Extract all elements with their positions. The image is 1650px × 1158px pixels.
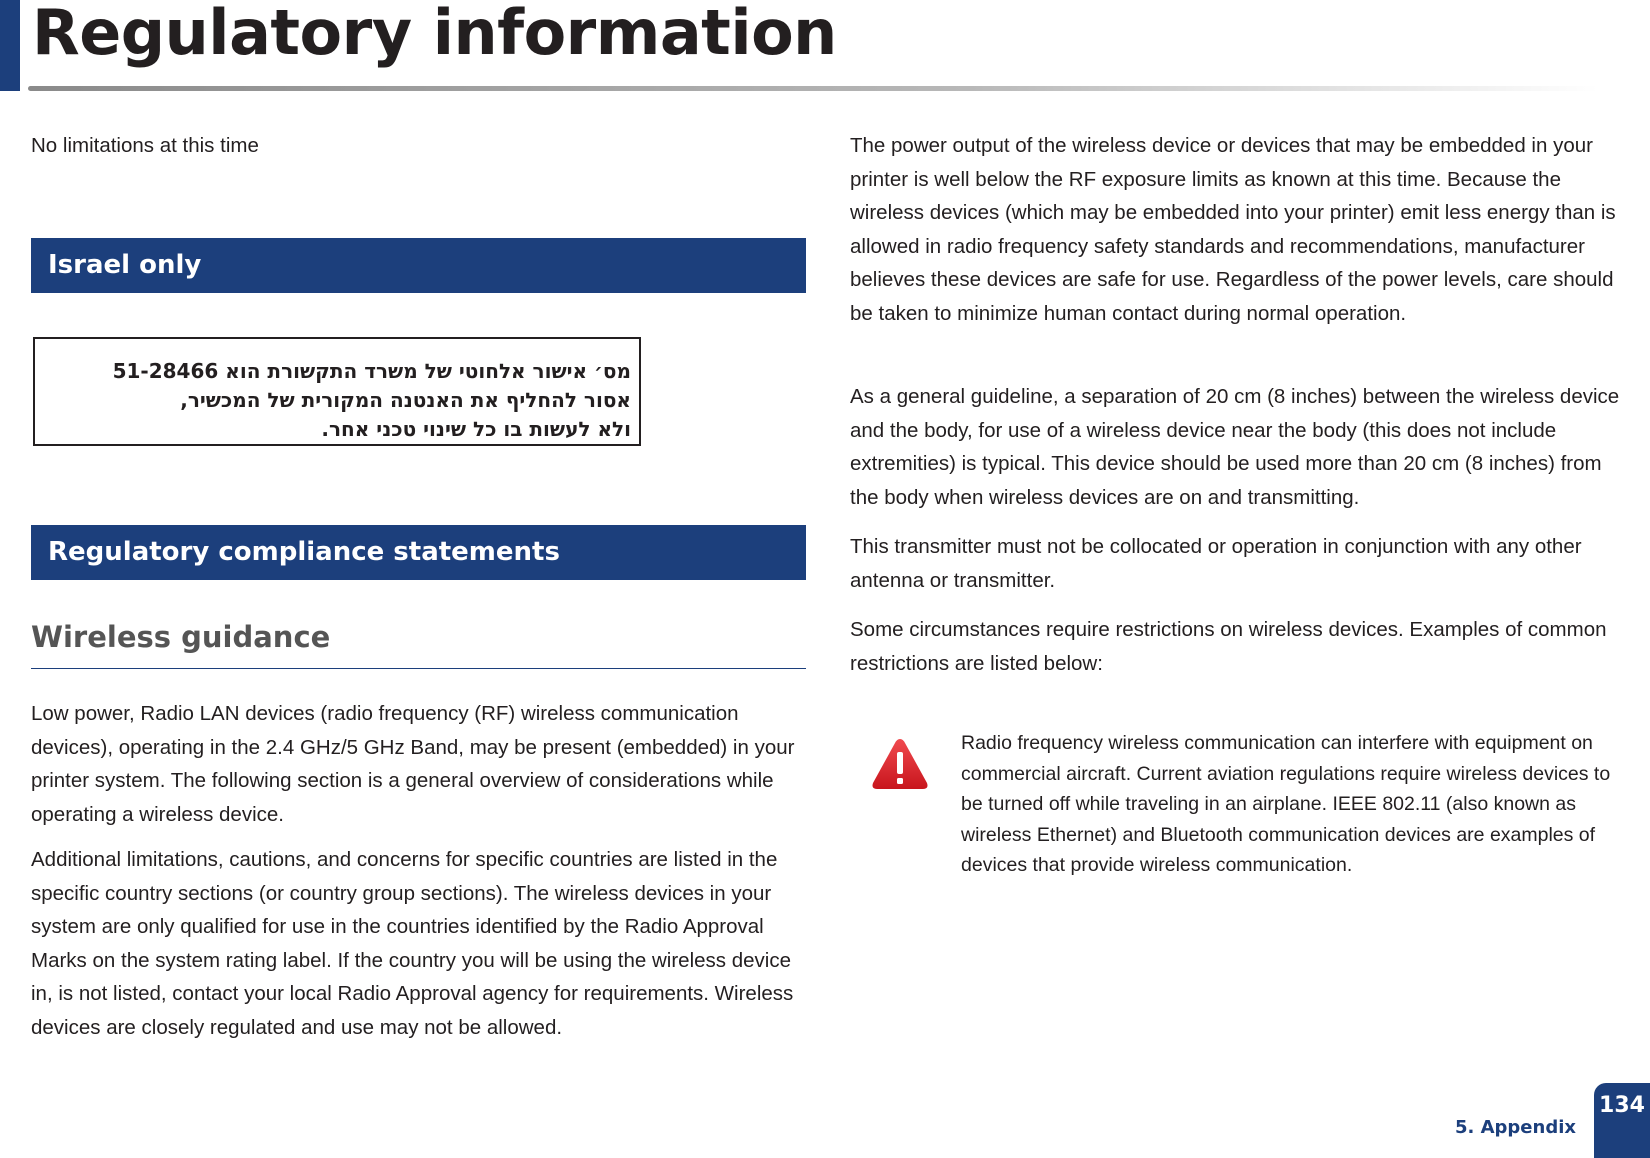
intro-text: No limitations at this time bbox=[31, 134, 259, 157]
rf-exposure-paragraph: The power output of the wireless device or devices that may be embedded in your printer is well below the RF exposure limits as known at this time. Because the wireless devices (which may be embedded into your printer) emit less energy than is allowed in radio frequency safety standards and recommendations, manufacturer believes these devices are safe for use. Regardless of the power levels, care should be taken to minimize human contact during normal operation. bbox=[850, 134, 1616, 325]
collocation-paragraph: This transmitter must not be collocated or operation in conjunction with any other antenna or transmitter. bbox=[850, 535, 1582, 592]
title-accent-bar bbox=[0, 0, 20, 91]
israel-approval-box bbox=[33, 337, 641, 446]
title-divider bbox=[28, 86, 1598, 91]
page-number: 134 bbox=[1594, 1083, 1650, 1158]
subheading-rule bbox=[31, 668, 806, 669]
hebrew-line: אסור להחליף את האנטנה המקורית של המכשיר, bbox=[180, 388, 631, 412]
wireless-guidance-heading: Wireless guidance bbox=[31, 620, 331, 654]
hebrew-line: ולא לעשות בו כל שינוי טכני אחר. bbox=[321, 417, 631, 441]
warning-triangle-icon bbox=[870, 736, 930, 792]
footer-section-label: 5. Appendix bbox=[1454, 1117, 1576, 1138]
hebrew-line: מס׳ אישור אלחוטי של משרד התקשורת הוא 51-28466 bbox=[112, 359, 631, 383]
wireless-paragraph-1: Low power, Radio LAN devices (radio frequency (RF) wireless communication devices), operating in the 2.4 GHz/5 GHz Band, may be present (embedded) in your printer system. The following section is a general overview of considerations while operating a wireless device. bbox=[31, 702, 795, 826]
separation-paragraph: As a general guideline, a separation of 20 cm (8 inches) between the wireless device and the body, for use of a wireless device near the body (this does not include extremities) is typical. This device should be used more than 20 cm (8 inches) from the body when wireless devices are on and transmitting. bbox=[850, 385, 1620, 509]
page-title: Regulatory information bbox=[32, 0, 837, 69]
restrictions-paragraph: Some circumstances require restrictions on wireless devices. Examples of common restrictions are listed below: bbox=[850, 618, 1607, 675]
wireless-paragraph-2: Additional limitations, cautions, and concerns for specific countries are listed in the specific country sections (or country group sections). The wireless devices in your system are only qualified for use in the countries identified by the Radio Approval Marks on the system rating label. If the country you will be using the wireless device in, is not listed, contact your local Radio Approval agency for requirements. Wireless devices are closely regulated and use may not be allowed. bbox=[31, 848, 794, 1039]
section-header-compliance: Regulatory compliance statements bbox=[31, 525, 806, 580]
aircraft-warning-text: Radio frequency wireless communication can interfere with equipment on commercial aircraft. Current aviation regulations require wireless devices to be turned off while traveling in an airplane. IEEE 802.11 (also known as wireless Ethernet) and Bluetooth communication devices are examples of devices that provide wireless communication. bbox=[961, 732, 1611, 876]
section-header-israel: Israel only bbox=[31, 238, 806, 293]
